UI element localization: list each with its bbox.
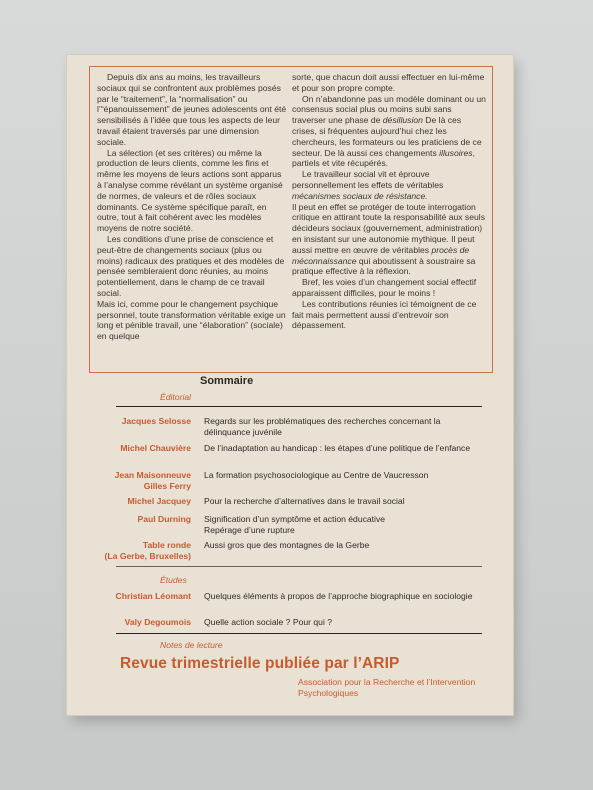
toc-title: Quelle action sociale ? Pour qui ? (204, 617, 333, 627)
toc-title: Signification d’un symptôme et action éducative Repérage d’une rupture (204, 514, 386, 535)
intro-emphasis: illusoires (439, 147, 473, 158)
intro-paragraph: Les contributions réunies ici témoignent de ce fait mais permettent aussi d’entrevoir son dépassement. (292, 298, 477, 331)
toc-author: Christian Léomant (115, 591, 191, 601)
publisher-subtitle: Association pour la Recherche et l’Intervention Psychologiques (298, 677, 476, 698)
notes-label: Notes de lecture (160, 640, 223, 650)
intro-paragraph: Depuis dix ans au moins, les travailleurs sociaux qui se confrontent aux problèmes posés par le “traitement”, la “normalisation” ou l’“épanouissement” de jeunes adolescents ont été sensibilisés à l’idée que tous les aspects de leur travail étaient traversés par une dimension sociale. (97, 72, 287, 147)
intro-emphasis: désillusion (382, 115, 423, 126)
toc-title: Regards sur les problématiques des recherches concernant la délinquance juvénile (204, 416, 441, 437)
toc-title: Aussi gros que des montagnes de la Gerbe (204, 540, 370, 550)
intro-text: qui aboutissent à soustraire sa pratique effective à la réflexion. (292, 255, 476, 277)
toc-author: Michel Chauvière (120, 443, 191, 453)
section-divider (116, 406, 482, 407)
section-divider (116, 633, 482, 634)
toc-title: De l’inadaptation au handicap : les étapes d’une politique de l’enfance (204, 443, 471, 453)
section-divider (116, 566, 482, 567)
toc-title: Pour la recherche d’alternatives dans le travail social (204, 496, 405, 506)
toc-title: La formation psychosociologique au Centre de Vaucresson (204, 470, 429, 480)
toc-title: Quelques éléments à propos de l’approche biographique en sociologie (204, 591, 473, 601)
intro-right-column (292, 72, 486, 331)
intro-paragraph: La sélection (et ses critères) ou même la production de leurs clients, comme les fins et même les moyens de leurs actions sont apparus à l’analyse comme révélant un système organisé de normes, de valeurs et de rôles sociaux dominants. Ce système spécifique paraît, en outre, tout à fait cohérent avec les modèles moyens de notre société. (97, 147, 283, 234)
intro-emphasis: procès de méconnaissance (292, 244, 470, 266)
toc-author: Table ronde (La Gerbe, Bruxelles) (104, 540, 191, 561)
toc-author: Jacques Selosse (121, 416, 191, 426)
editorial-label: Éditorial (160, 392, 192, 402)
intro-paragraph (292, 202, 486, 278)
intro-paragraph: Les conditions d’une prise de conscience et peut-être de changements sociaux (plus ou moins) radicaux des pratiques et des modèles de pensée sembleraient donc réunies, au moins potentiellement, dans le champ de ce travail social. (97, 233, 285, 298)
toc-author: Valy Degoumois (124, 617, 191, 627)
toc-author: Paul Durning (137, 514, 191, 524)
publisher-title: Revue trimestrielle publiée par l’ARIP (120, 655, 400, 672)
intro-paragraph: sorte, que chacun doit aussi effectuer en lui-même et pour son propre compte. (292, 72, 485, 93)
toc-author: Jean Maisonneuve Gilles Ferry (114, 470, 191, 491)
intro-emphasis: mécanismes sociaux de résistance. (292, 190, 428, 201)
intro-paragraph (292, 94, 486, 170)
intro-paragraph: Bref, les voies d’un changement social effectif apparaissent difficiles, pour le moins ! (292, 277, 477, 298)
intro-text: De là ces crises, si fréquentes aujourd’hui chez les chercheurs, les formateurs ou les praticiens de ce secteur. De là aussi ces changements (292, 115, 482, 158)
intro-left-column (97, 72, 287, 342)
intro-paragraph: Mais ici, comme pour le changement psychique personnel, toute transformation véritable exige un long et pénible travail, une “élaboration” (sociale) en quelque (97, 298, 286, 342)
toc-author: Michel Jacquey (127, 496, 191, 506)
intro-text: Le travailleur social vit et éprouve personnellement les effets de véritables (292, 169, 444, 190)
intro-text: On n’abandonne pas un modèle dominant ou un consensus social plus ou moins subi sans traverser une phase de (292, 93, 486, 126)
sommaire-heading: Sommaire (200, 375, 254, 387)
intro-paragraph (292, 169, 486, 201)
intro-text: Il peut en effet se protéger de toute interrogation critique en attirant toute la responsabilité aux seuls décideurs sociaux (gouvernement, administration) en insistant sur une autonomie mythique. Il peut aussi mettre en œuvre de véritables (292, 201, 485, 255)
intro-text: , partiels et vite récupérés. (292, 147, 475, 169)
etudes-label: Études (160, 575, 187, 585)
